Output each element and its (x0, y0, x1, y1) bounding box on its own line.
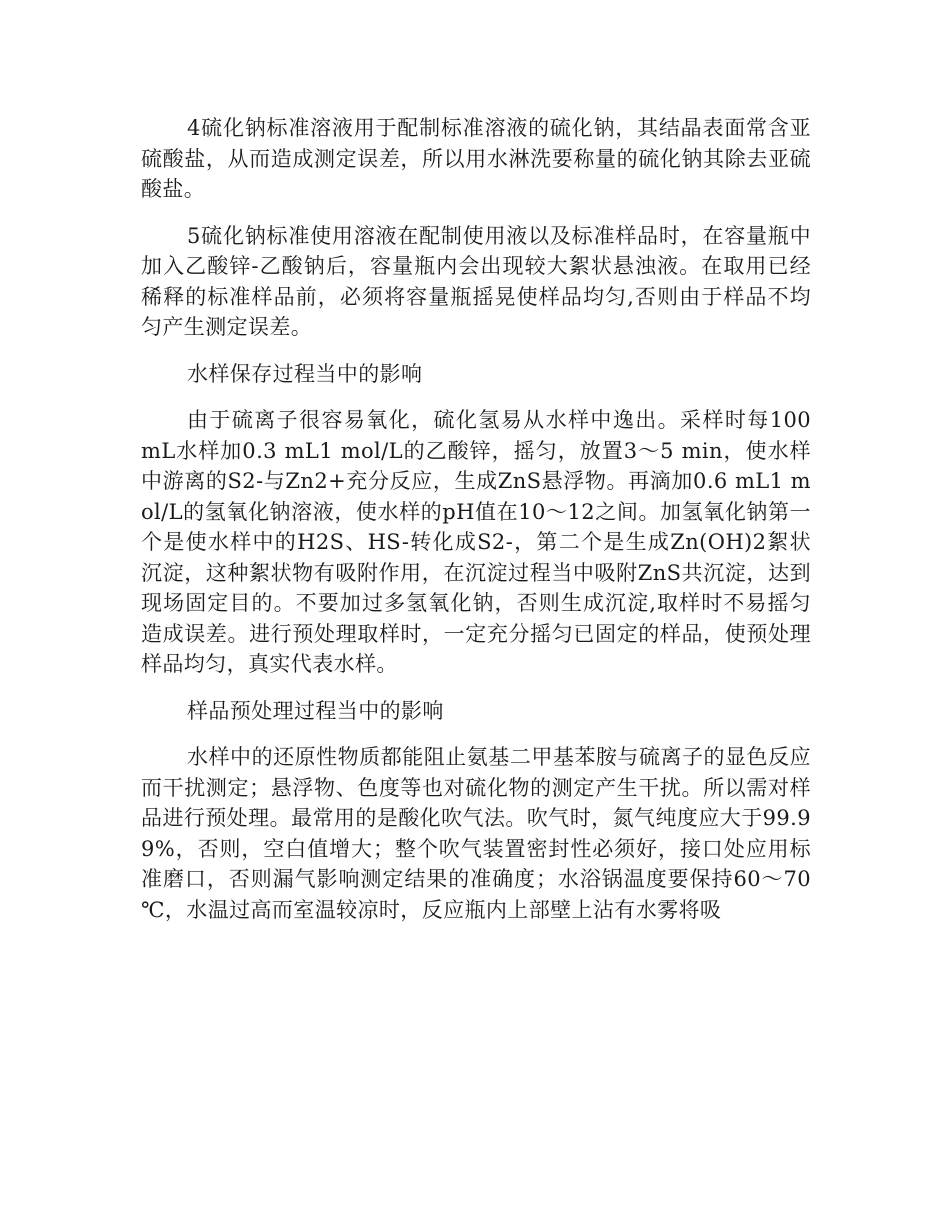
paragraph-sodium-sulfide-working-solution: 5硫化钠标准使用溶液在配制使用液以及标准样品时，在容量瓶中加入乙酸锌-乙酸钠后，容量瓶内会出现较大絮状悬浊液。在取用已经稀释的标准样品前，必须将容量瓶摇晃使样品均匀,否则由于样品不均匀产生测定误差。 (141, 223, 811, 339)
document-body (141, 113, 811, 941)
paragraph-sample-pretreatment: 水样中的还原性物质都能阻止氨基二甲基苯胺与硫离子的显色反应而干扰测定；悬浮物、色度等也对硫化物的测定产生干扰。所以需对样品进行预处理。最常用的是酸化吹气法。吹气时，氮气纯度应大于99.99%，否则，空白值增大；整个吹气装置密封性必须好，接口处应用标准磨口，否则漏气影响测定结果的准确度；水浴锅温度要保持60～70 ℃，水温过高而室温较凉时，反应瓶内上部壁上沾有水雾将吸 (141, 745, 811, 922)
paragraph-sodium-sulfide-standard-solution: 4硫化钠标准溶液用于配制标准溶液的硫化钠，其结晶表面常含亚硫酸盐，从而造成测定误差，所以用水淋洗要称量的硫化钠其除去亚硫酸盐。 (141, 116, 811, 201)
section-heading-sample-preservation: 水样保存过程当中的影响 (187, 361, 423, 386)
section-heading-sample-pretreatment: 样品预处理过程当中的影响 (187, 698, 444, 723)
paragraph-sample-preservation: 由于硫离子很容易氧化，硫化氢易从水样中逸出。采样时每100 mL水样加0.3 mL1 mol/L的乙酸锌，摇匀，放置3～5 min，使水样中游离的S2-与Zn2+充分反应，生成ZnS悬浮物。再滴加0.6 mL1 mol/L的氢氧化钠溶液，使水样的pH值在10～12之间。加氢氧化钠第一个是使水样中的H2S、HS-转化成S2-，第二个是生成Zn(OH)2絮状沉淀，这种絮状物有吸附作用，在沉淀过程当中吸附ZnS共沉淀，达到现场固定目的。不要加过多氢氧化钠，否则生成沉淀,取样时不易摇匀造成误差。进行预处理取样时，一定充分摇匀已固定的样品，使预处理样品均匀，真实代表水样。 (141, 408, 811, 676)
